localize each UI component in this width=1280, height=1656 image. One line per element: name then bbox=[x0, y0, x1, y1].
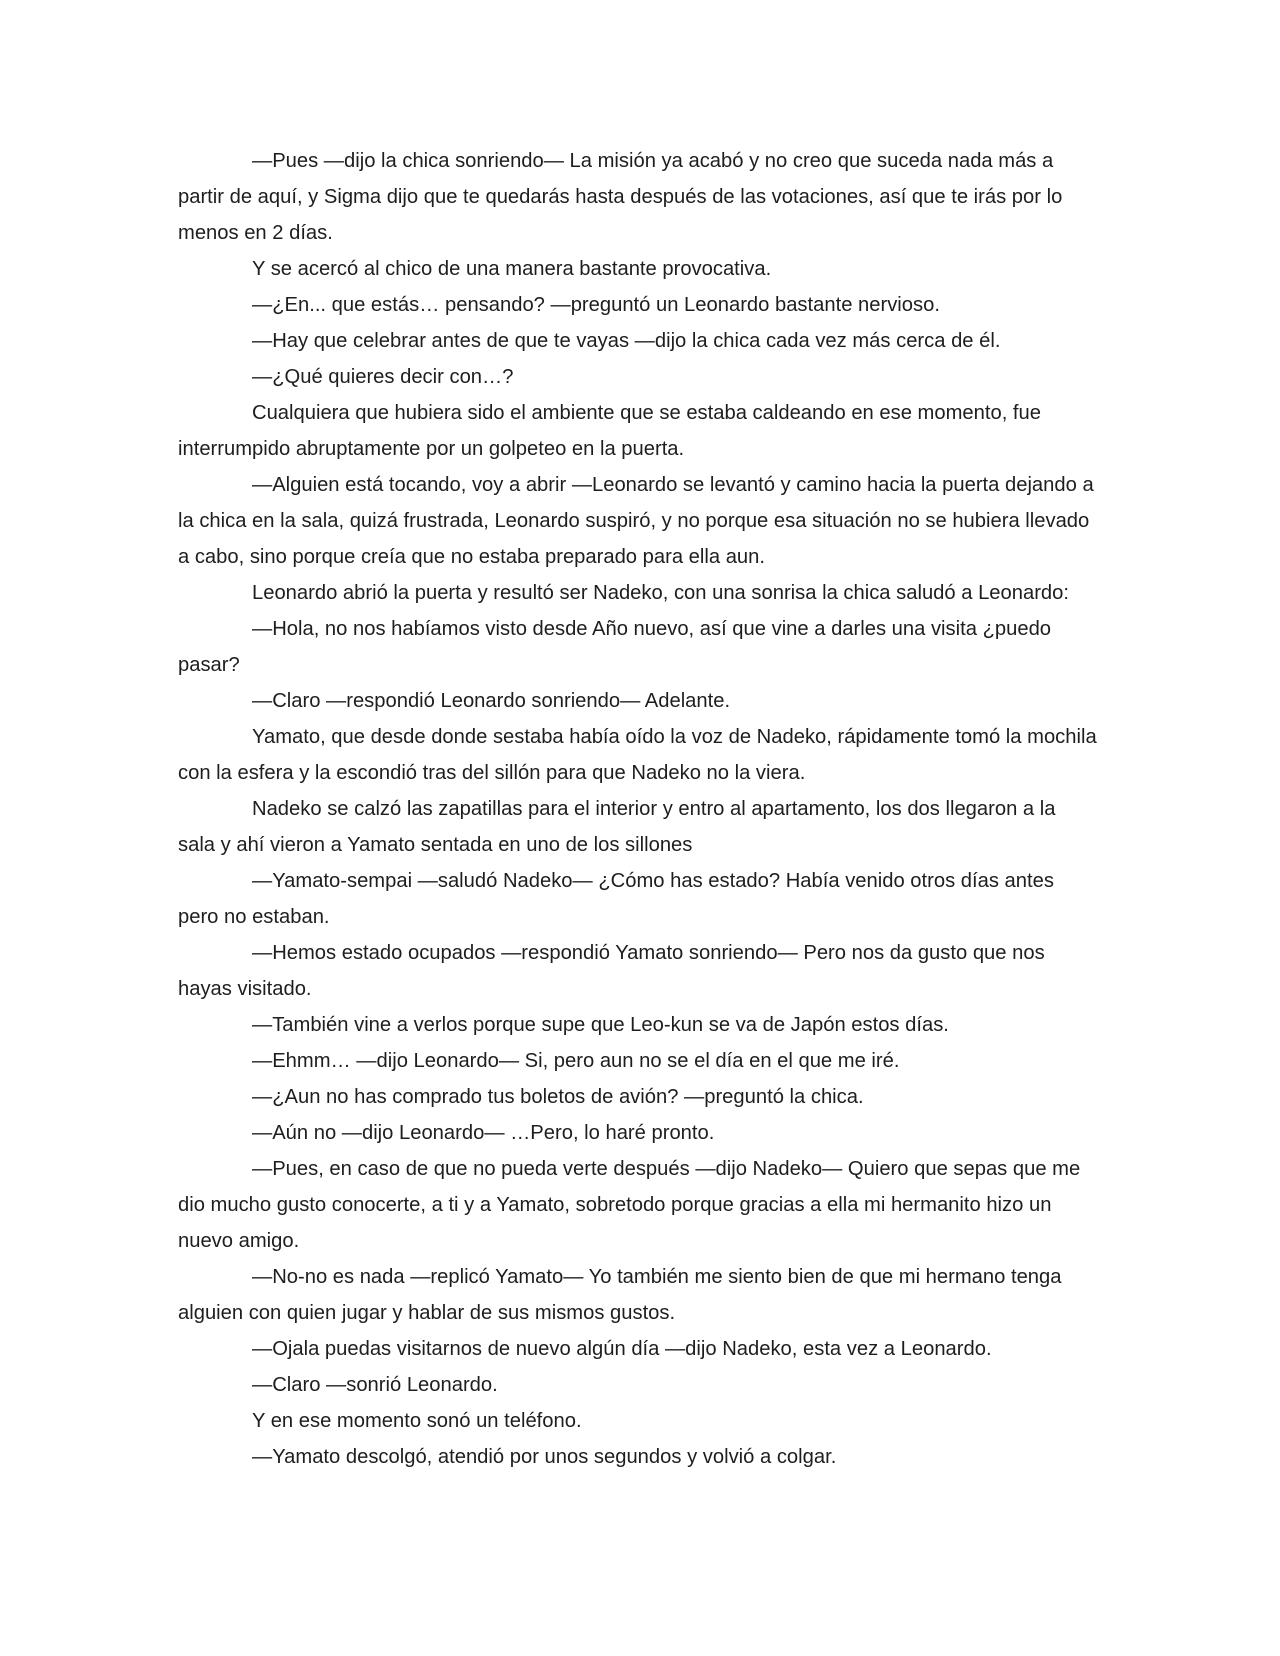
paragraph: —Pues —dijo la chica sonriendo— La misión ya acabó y no creo que suceda nada más a partir de aquí, y Sigma dijo que te quedarás hasta después de las votaciones, así que te irás por lo menos en 2 días. bbox=[178, 150, 1063, 244]
paragraph: Cualquiera que hubiera sido el ambiente que se estaba caldeando en ese momento, fue interrumpido abruptamente por un golpeteo en la puerta. bbox=[178, 402, 1041, 460]
document-page bbox=[178, 143, 1098, 1475]
paragraph: Y se acercó al chico de una manera bastante provocativa. bbox=[252, 258, 772, 280]
paragraph: Yamato, que desde donde sestaba había oído la voz de Nadeko, rápidamente tomó la mochila con la esfera y la escondió tras del sillón para que Nadeko no la viera. bbox=[178, 726, 1097, 784]
paragraph: —Hemos estado ocupados —respondió Yamato sonriendo— Pero nos da gusto que nos hayas visitado. bbox=[178, 942, 1045, 1000]
paragraph: —También vine a verlos porque supe que Leo-kun se va de Japón estos días. bbox=[252, 1014, 949, 1036]
paragraph: —Ehmm… —dijo Leonardo— Si, pero aun no se el día en el que me iré. bbox=[252, 1050, 900, 1072]
paragraph: —Pues, en caso de que no pueda verte después —dijo Nadeko— Quiero que sepas que me dio mucho gusto conocerte, a ti y a Yamato, sobretodo porque gracias a ella mi hermanito hizo un nuevo amigo. bbox=[178, 1158, 1081, 1252]
paragraph: —¿Qué quieres decir con…? bbox=[252, 366, 514, 388]
paragraph: —Yamato-sempai —saludó Nadeko— ¿Cómo has estado? Había venido otros días antes pero no estaban. bbox=[178, 870, 1054, 928]
paragraph: —Aún no —dijo Leonardo— …Pero, lo haré pronto. bbox=[252, 1122, 715, 1144]
paragraph: —No-no es nada —replicó Yamato— Yo también me siento bien de que mi hermano tenga alguien con quien jugar y hablar de sus mismos gustos. bbox=[178, 1266, 1062, 1324]
paragraph: Nadeko se calzó las zapatillas para el interior y entro al apartamento, los dos llegaron a la sala y ahí vieron a Yamato sentada en uno de los sillones bbox=[178, 798, 1056, 856]
paragraph: —Hay que celebrar antes de que te vayas —dijo la chica cada vez más cerca de él. bbox=[252, 330, 1001, 352]
paragraph: —Hola, no nos habíamos visto desde Año nuevo, así que vine a darles una visita ¿puedo pasar? bbox=[178, 618, 1052, 676]
paragraph: —Claro —sonrió Leonardo. bbox=[252, 1374, 498, 1396]
paragraph: Leonardo abrió la puerta y resultó ser Nadeko, con una sonrisa la chica saludó a Leonardo: bbox=[252, 582, 1069, 604]
paragraph: Y en ese momento sonó un teléfono. bbox=[252, 1410, 582, 1432]
paragraph: —¿Aun no has comprado tus boletos de avión? —preguntó la chica. bbox=[252, 1086, 864, 1108]
paragraph: —Ojala puedas visitarnos de nuevo algún día —dijo Nadeko, esta vez a Leonardo. bbox=[252, 1338, 992, 1360]
paragraph: —Alguien está tocando, voy a abrir —Leonardo se levantó y camino hacia la puerta dejando a la chica en la sala, quizá frustrada, Leonardo suspiró, y no porque esa situación no se hubiera llevado a cabo, sino porque creía que no estaba preparado para ella aun. bbox=[178, 474, 1094, 568]
paragraph: —Yamato descolgó, atendió por unos segundos y volvió a colgar. bbox=[252, 1446, 837, 1468]
paragraph: —Claro —respondió Leonardo sonriendo— Adelante. bbox=[252, 690, 731, 712]
paragraph: —¿En... que estás… pensando? —preguntó un Leonardo bastante nervioso. bbox=[252, 294, 940, 316]
